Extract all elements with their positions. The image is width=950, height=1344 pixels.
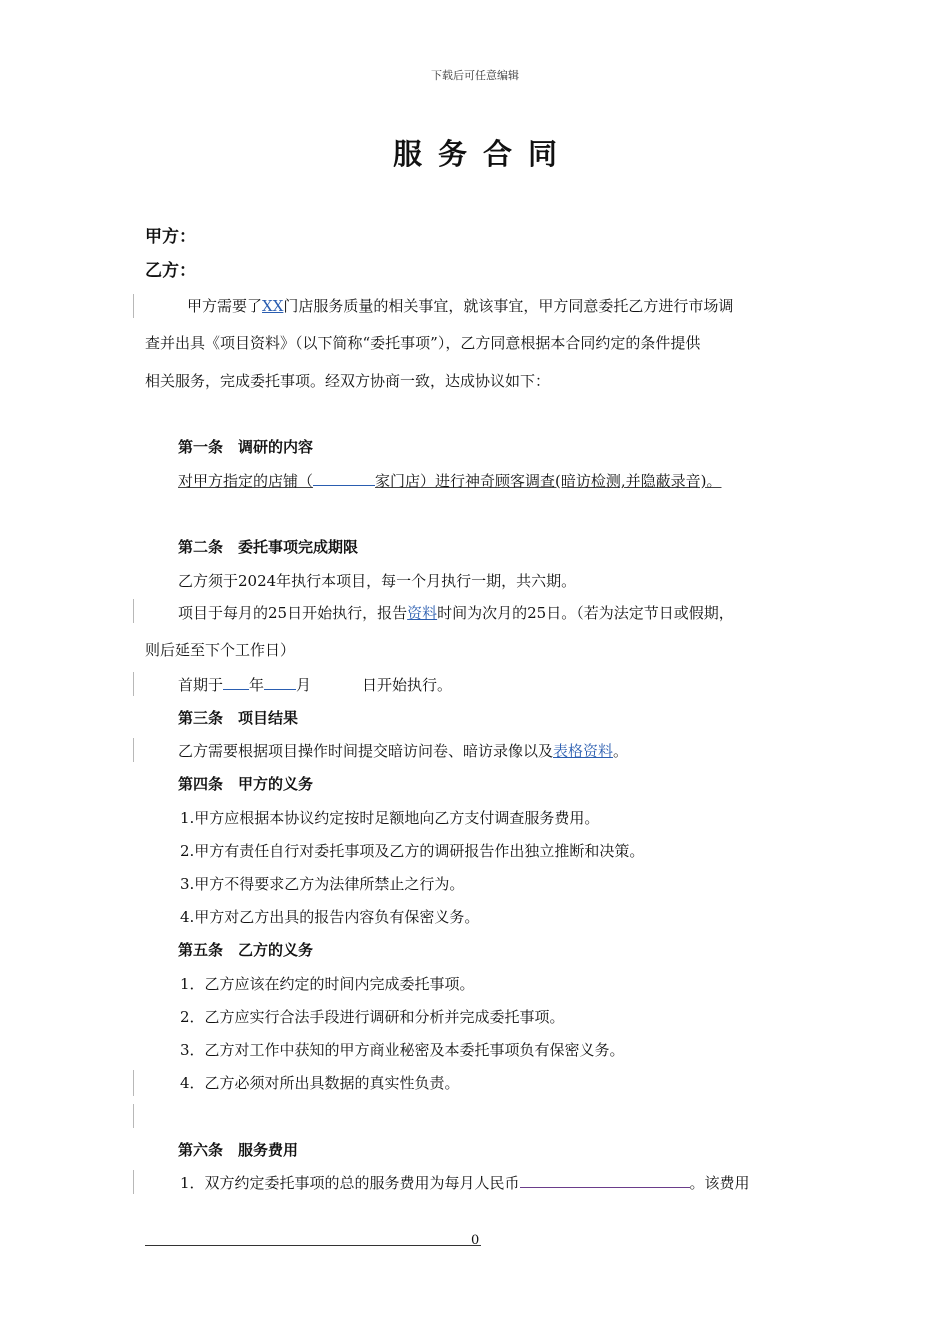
revision-bar [133,1170,134,1194]
month-label: 月 [296,676,312,694]
article-5-item: 2．乙方应实行合法手段进行调研和分析并完成委托事项。 [180,1008,565,1026]
article-5-item: 4．乙方必须对所出具数据的真实性负责。 [180,1074,460,1092]
store-name-link[interactable]: XX [262,297,284,315]
article-6-text-end: 。该费用 [689,1174,750,1192]
page-number: 0 [471,1233,480,1248]
article-1-text-a: 对甲方指定的店铺（ [178,472,314,490]
article-1-heading: 第一条 调研的内容 [178,438,314,456]
article-2-text: 项目于每月的25日开始执行，报告 [178,604,408,622]
article-2-para-2-cont: 则后延至下个工作日） [145,641,296,659]
header-note: 下载后可任意编辑 [431,69,519,82]
revision-bar [133,672,134,696]
year-blank[interactable] [223,675,249,690]
article-6-para [180,1173,750,1193]
article-3-text-end: 。 [613,742,629,760]
article-2-para-1: 乙方须于2024年执行本项目，每一个月执行一期，共六期。 [178,572,577,590]
intro-text: 门店服务质量的相关事宜，就该事宜，甲方同意委托乙方进行市场调 [283,297,734,315]
start-date-text: 首期于 [178,676,224,694]
start-date-text-end: 日开始执行。 [362,676,453,694]
intro-text: 甲方需要了 [187,297,263,315]
article-4-item: 3.甲方不得要求乙方为法律所禁止之行为。 [180,875,465,893]
revision-bar [133,1070,134,1096]
revision-bar [133,294,134,318]
article-3-text: 乙方需要根据项目操作时间提交暗访问卷、暗访录像以及 [178,742,554,760]
article-2-para-2 [178,603,734,623]
article-4-item: 2.甲方有责任自行对委托事项及乙方的调研报告作出独立推断和决策。 [180,842,645,860]
party-a-label: 甲方： [145,227,196,247]
article-6-heading: 第六条 服务费用 [178,1141,299,1159]
article-5-item: 1．乙方应该在约定的时间内完成委托事项。 [180,975,475,993]
intro-line-2: 查并出具《项目资料》（以下简称“委托事项”），乙方同意根据本合同约定的条件提供 [145,334,701,352]
intro-line-1 [187,296,733,316]
article-6-text: 1．双方约定委托事项的总的服务费用为每月人民币 [180,1174,520,1192]
article-2-para-3 [178,675,452,695]
footer-rule [145,1245,481,1246]
revision-bar [133,599,134,623]
year-label: 年 [249,676,265,694]
article-3-para [178,741,628,761]
article-4-item: 1.甲方应根据本协议约定按时足额地向乙方支付调查服务费用。 [180,809,600,827]
revision-bar [133,738,134,762]
article-5-heading: 第五条 乙方的义务 [178,941,314,959]
article-3-heading: 第三条 项目结果 [178,709,299,727]
article-1-text-b: 家门店）进行神奇顾客调查(暗访检测,并隐蔽录音)。 [375,472,722,490]
article-4-item: 4.甲方对乙方出具的报告内容负有保密义务。 [180,908,480,926]
article-2-heading: 第二条 委托事项完成期限 [178,538,359,556]
intro-line-3: 相关服务，完成委托事项。经双方协商一致，达成协议如下： [145,372,551,390]
article-1-text [178,471,722,491]
month-blank[interactable] [264,675,296,690]
article-2-text: 时间为次月的25日。（若为法定节日或假期， [437,604,734,622]
revision-bar [133,1104,134,1128]
party-b-label: 乙方： [145,261,196,281]
fee-amount-blank[interactable] [520,1173,690,1188]
page-title: 服务合同 [392,137,573,171]
article-4-heading: 第四条 甲方的义务 [178,775,314,793]
store-count-blank[interactable] [313,471,375,486]
report-materials-link[interactable]: 资料 [407,604,438,622]
article-5-item: 3．乙方对工作中获知的甲方商业秘密及本委托事项负有保密义务。 [180,1041,625,1059]
table-materials-link[interactable]: 表格资料 [553,742,614,760]
